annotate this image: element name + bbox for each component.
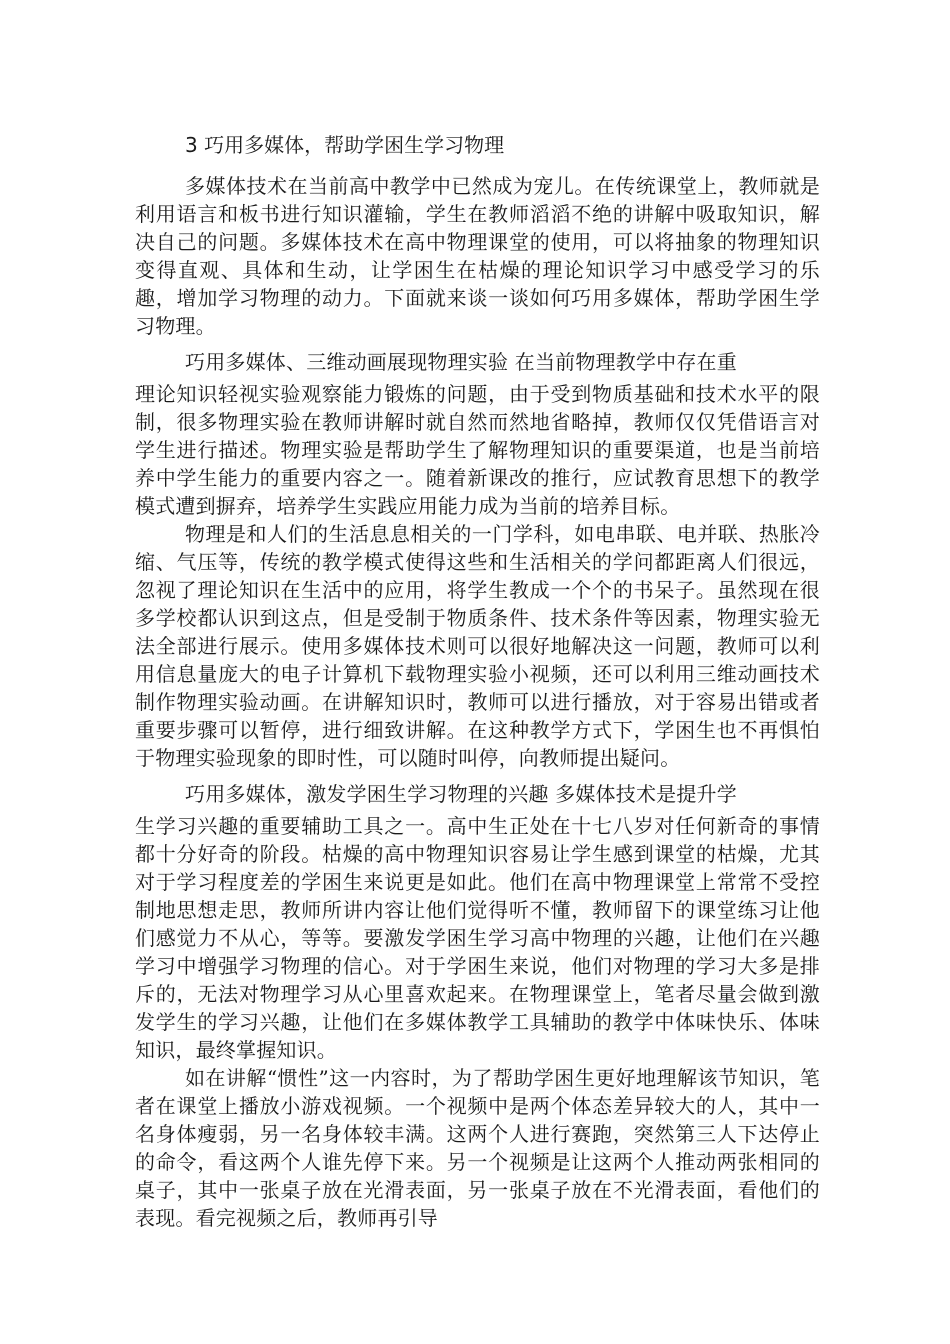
paragraph-inertia-example: 如在讲解“惯性”这一内容时，为了帮助学困生更好地理解该节知识，笔者在课堂上播放小游戏视频。一个视频中是两个体态差异较大的人，其中一名身体瘦弱，另一名身体较丰满。这两个人进行赛跑，突然第三人下达停止的命令，看这两个人谁先停下来。另一个视频是让这两个人推动两张相同的桌子，其中一张桌子放在光滑表面，另一张桌子放在不光滑表面，看他们的表现。看完视频之后，教师再引导 <box>135 1066 820 1230</box>
paragraph-physics-life: 物理是和人们的生活息息相关的一门学科，如电串联、电并联、热胀冷缩、气压等，传统的教学模式使得这些和生活相关的学问都距离人们很远，忽视了理论知识在生活中的应用，将学生教成一个个的书呆子。虽然现在很多学校都认识到这点，但是受制于物质条件、技术条件等因素，物理实验无法全部进行展示。使用多媒体技术则可以很好地解决这一问题，教师可以利用信息量庞大的电子计算机下载物理实验小视频，还可以利用三维动画技术制作物理实验动画。在讲解知识时，教师可以进行播放，对于容易出错或者重要步骤可以暂停，进行细致讲解。在这种教学方式下，学困生也不再惧怕于物理实验现象的即时性，可以随时叫停，向教师提出疑问。 <box>135 522 820 770</box>
paragraph-subhead-experiments: 巧用多媒体、三维动画展现物理实验 在当前物理教学中存在重 <box>185 350 737 374</box>
paragraph-intro: 多媒体技术在当前高中教学中已然成为宠儿。在传统课堂上，教师就是利用语言和板书进行知识灌输，学生在教师滔滔不绝的讲解中吸取知识，解决自己的问题。多媒体技术在高中物理课堂的使用，可以将抽象的物理知识变得直观、具体和生动，让学困生在枯燥的理论知识学习中感受学习的乐趣，增加学习物理的动力。下面就来谈一谈如何巧用多媒体，帮助学困生学习物理。 <box>135 174 820 338</box>
section-heading: 3 巧用多媒体，帮助学困生学习物理 <box>185 133 505 157</box>
document-body <box>135 130 820 1240</box>
paragraph-interest: 生学习兴趣的重要辅助工具之一。高中生正处在十七八岁对任何新奇的事情都十分好奇的阶段。枯燥的高中物理知识容易让学生感到课堂的枯燥，尤其对于学习程度差的学困生来说更是如此。他们在高中物理课堂上常常不受控制地思想走思，教师所讲内容让他们觉得听不懂，教师留下的课堂练习让他们感觉力不从心，等等。要激发学困生学习高中物理的兴趣，让他们在兴趣学习中增强学习物理的信心。对于学困生来说，他们对物理的学习大多是排斥的，无法对物理学习从心里喜欢起来。在物理课堂上，笔者尽量会做到激发学生的学习兴趣，让他们在多媒体教学工具辅助的教学中体味快乐、体味知识，最终掌握知识。 <box>135 814 820 1062</box>
paragraph-experiments: 理论知识轻视实验观察能力锻炼的问题，由于受到物质基础和技术水平的限制，很多物理实验在教师讲解时就自然而然地省略掉，教师仅仅凭借语言对学生进行描述。物理实验是帮助学生了解物理知识的重要渠道，也是当前培养中学生能力的重要内容之一。随着新课改的推行，应试教育思想下的教学模式遭到摒弃，培养学生实践应用能力成为当前的培养目标。 <box>135 382 820 518</box>
paragraph-subhead-interest: 巧用多媒体，激发学困生学习物理的兴趣 多媒体技术是提升学 <box>185 782 737 806</box>
